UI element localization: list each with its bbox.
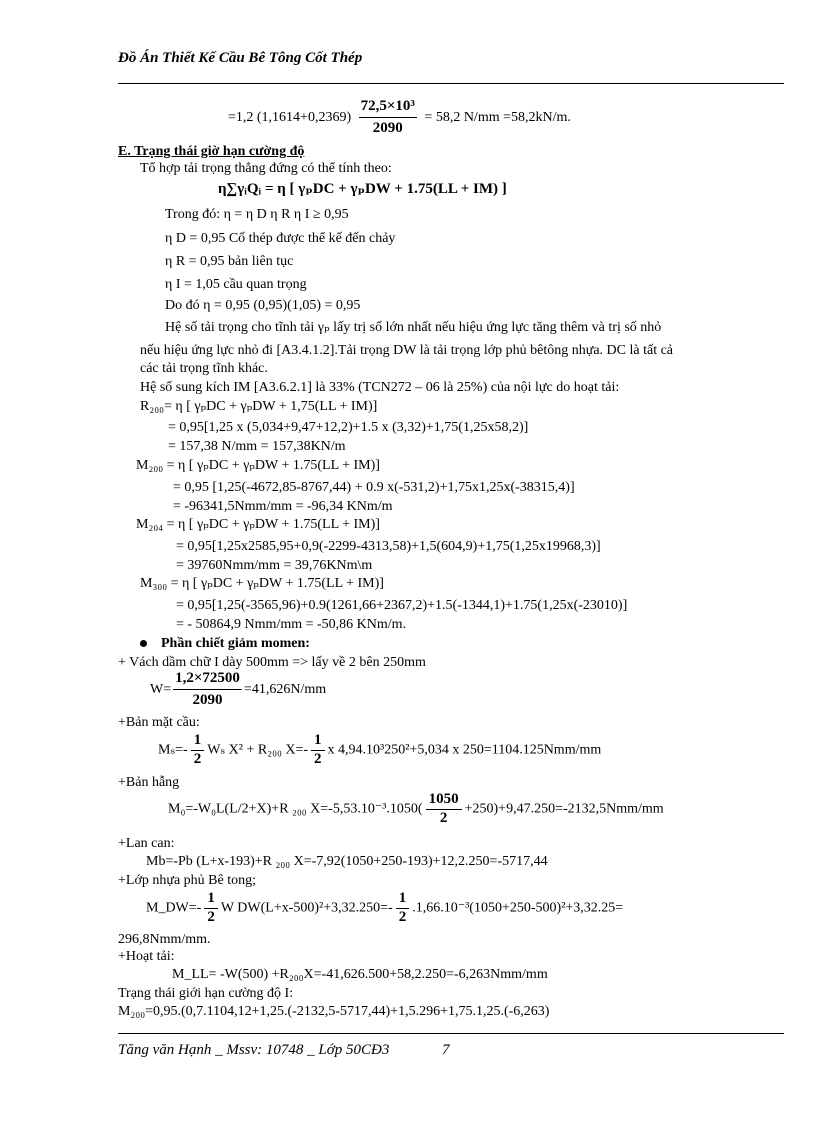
- text-line: +Hoạt tải:: [118, 949, 175, 964]
- header-rule: [118, 83, 784, 84]
- text-line: = -96341,5Nmm/mm = -96,34 KNm/m: [173, 499, 393, 514]
- eq1-suffix: = 58,2 N/mm =58,2kN/m.: [424, 109, 571, 125]
- half-den: 2: [314, 751, 322, 768]
- equation-line-1: [228, 98, 571, 138]
- equation-r200: R₂₀₀= η [ γₚDC + γₚDW + 1,75(LL + IM)]: [140, 399, 378, 414]
- w-prefix: W=: [150, 681, 172, 697]
- m0-fraction: [426, 791, 462, 828]
- ms-part-a: Mₛ=-: [158, 742, 188, 758]
- text-line: = 157,38 N/mm = 157,38KN/m: [168, 439, 346, 454]
- text-line: = 0,95[1,25x2585,95+0,9(-2299-4313,58)+1,5(604,9)+1,75(1,25x19968,3)]: [176, 539, 601, 554]
- page-header-title: Đồ Án Thiết Kế Cầu Bê Tông Cốt Thép: [118, 50, 363, 66]
- text-line: η D = 0,95 Cố thép được thể kế đến chảy: [165, 231, 396, 246]
- eq1-prefix: =1,2 (1,1614+0,2369): [228, 109, 352, 125]
- text-line: +Lớp nhựa phủ Bê tong;: [118, 873, 256, 888]
- half-fraction: [396, 890, 410, 927]
- mdw-part-a: M_DW=-: [146, 900, 202, 916]
- footer-author: Tăng văn Hạnh _ Mssv: 10748 _ Lớp 50CĐ3: [118, 1042, 390, 1058]
- bullet-icon: [140, 640, 147, 647]
- text-line: Do đó η = 0,95 (0,95)(1,05) = 0,95: [165, 298, 361, 313]
- eq1-denominator: 2090: [372, 120, 403, 137]
- mdw-part-b: W DW(L+x-500)²+3,32.250=-: [220, 900, 393, 916]
- text-line: 296,8Nmm/mm.: [118, 932, 211, 947]
- equation-m300: M₃₀₀ = η [ γₚDC + γₚDW + 1.75(LL + IM)]: [140, 576, 384, 591]
- text-line: = - 50864,9 Nmm/mm = -50,86 KNm/m.: [176, 617, 407, 632]
- text-line: Hệ số sung kích IM [A3.6.2.1] là 33% (TCN272 – 06 là 25%) của nội lực do hoạt tải:: [140, 380, 620, 395]
- equation-ms: [158, 732, 601, 769]
- half-num: 1: [396, 890, 410, 909]
- text-line: η I = 1,05 cầu quan trọng: [165, 277, 307, 292]
- half-den: 2: [193, 751, 202, 768]
- formula-combination: η∑γᵢQᵢ = η [ γₚDC + γₚDW + 1.75(LL + IM) ]: [218, 181, 507, 197]
- half-fraction: [204, 890, 218, 927]
- m0-part-a: M₀=-W₀L(L/2+X)+R ₂₀₀ X=-5,53.10⁻³.1050(: [168, 801, 423, 817]
- equation-mll: M_LL= -W(500) +R₂₀₀X=-41,626.500+58,2.250=-6,263Nmm/mm: [172, 967, 548, 982]
- ms-part-b: Wₛ X² + R₂₀₀ X=-: [207, 742, 309, 758]
- ms-part-c: x 4,94.10³250²+5,034 x 250=1104.125Nmm/mm: [327, 742, 602, 758]
- w-numerator: 1,2×72500: [173, 670, 242, 690]
- text-line: η R = 0,95 bản liên tục: [165, 254, 294, 269]
- footer-rule: [118, 1033, 784, 1034]
- m0-part-b: +250)+9,47.250=-2132,5Nmm/mm: [464, 801, 664, 817]
- text-line: +Bản hẫng: [118, 775, 180, 790]
- text-line: nếu hiệu ứng lực nhỏ đi [A3.4.1.2].Tải trọng DW là tải trọng lớp phủ bêtông nhựa. DC là tất cả: [140, 343, 674, 358]
- text-line: Trong đó: η = η D η R η I ≥ 0,95: [165, 207, 349, 222]
- equation-mdw: [146, 890, 623, 927]
- w-fraction: [173, 670, 242, 710]
- w-denominator: 2090: [192, 692, 223, 709]
- m0-num: 1050: [426, 791, 462, 810]
- text-line: +Bản mặt cầu:: [118, 715, 200, 730]
- text-line: Trạng thái giới hạn cường độ I:: [118, 986, 294, 1001]
- equation-m204: M₂₀₄ = η [ γₚDC + γₚDW + 1.75(LL + IM)]: [136, 517, 380, 532]
- equation-w: [150, 670, 326, 710]
- equation-m200: M₂₀₀ = η [ γₚDC + γₚDW + 1.75(LL + IM)]: [136, 458, 380, 473]
- text-line: Tổ hợp tải trọng thẳng đứng có thể tính theo:: [140, 161, 392, 176]
- eq1-numerator: 72,5×10³: [359, 98, 417, 118]
- text-line: = 39760Nmm/mm = 39,76KNm\m: [176, 558, 373, 573]
- text-line: = 0,95 [1,25(-4672,85-8767,44) + 0.9 x(-531,2)+1,75x1,25x(-38315,4)]: [173, 480, 575, 495]
- bullet-heading: [140, 636, 310, 652]
- equation-m200-final: M₂₀₀=0,95.(0,7.1104,12+1,25.(-2132,5-5717,44)+1,5.296+1,75.1,25.(-6,263): [118, 1004, 550, 1019]
- w-suffix: =41,626N/mm: [243, 681, 327, 697]
- m0-den: 2: [439, 810, 448, 827]
- half-den: 2: [398, 909, 407, 926]
- half-num: 1: [191, 732, 205, 751]
- text-line: = 0,95[1,25(-3565,96)+0.9(1261,66+2367,2)+1.5(-1344,1)+1.75(1,25x(-23010)]: [176, 598, 628, 613]
- half-fraction: [311, 732, 325, 769]
- equation-m0: [168, 791, 664, 828]
- bullet-heading-text: Phần chiết giảm momen:: [161, 636, 310, 651]
- half-den: 2: [207, 909, 215, 926]
- page-number: 7: [442, 1042, 450, 1058]
- half-num: 1: [311, 732, 325, 751]
- section-heading-e: E. Trạng thái giờ hạn cường độ: [118, 144, 305, 159]
- equation-mb: Mb=-Pb (L+x-193)+R ₂₀₀ X=-7,92(1050+250-193)+12,2.250=-5717,44: [146, 854, 548, 869]
- text-line: +Lan can:: [118, 836, 175, 851]
- eq1-fraction: [359, 98, 417, 138]
- text-line: các tải trọng tĩnh khác.: [140, 361, 268, 376]
- mdw-part-c: .1,66.10⁻³(1050+250-500)²+3,32.25=: [412, 900, 624, 916]
- text-line: + Vách dầm chữ I dày 500mm => lấy về 2 bên 250mm: [118, 655, 426, 670]
- half-num: 1: [204, 890, 218, 909]
- half-fraction: [191, 732, 205, 769]
- text-line: Hệ số tải trọng cho tĩnh tải γₚ lấy trị số lớn nhất nếu hiệu ứng lực tăng thêm và trị số nhỏ: [165, 320, 662, 335]
- text-line: = 0,95[1,25 x (5,034+9,47+12,2)+1.5 x (3,32)+1,75(1,25x58,2)]: [168, 420, 529, 435]
